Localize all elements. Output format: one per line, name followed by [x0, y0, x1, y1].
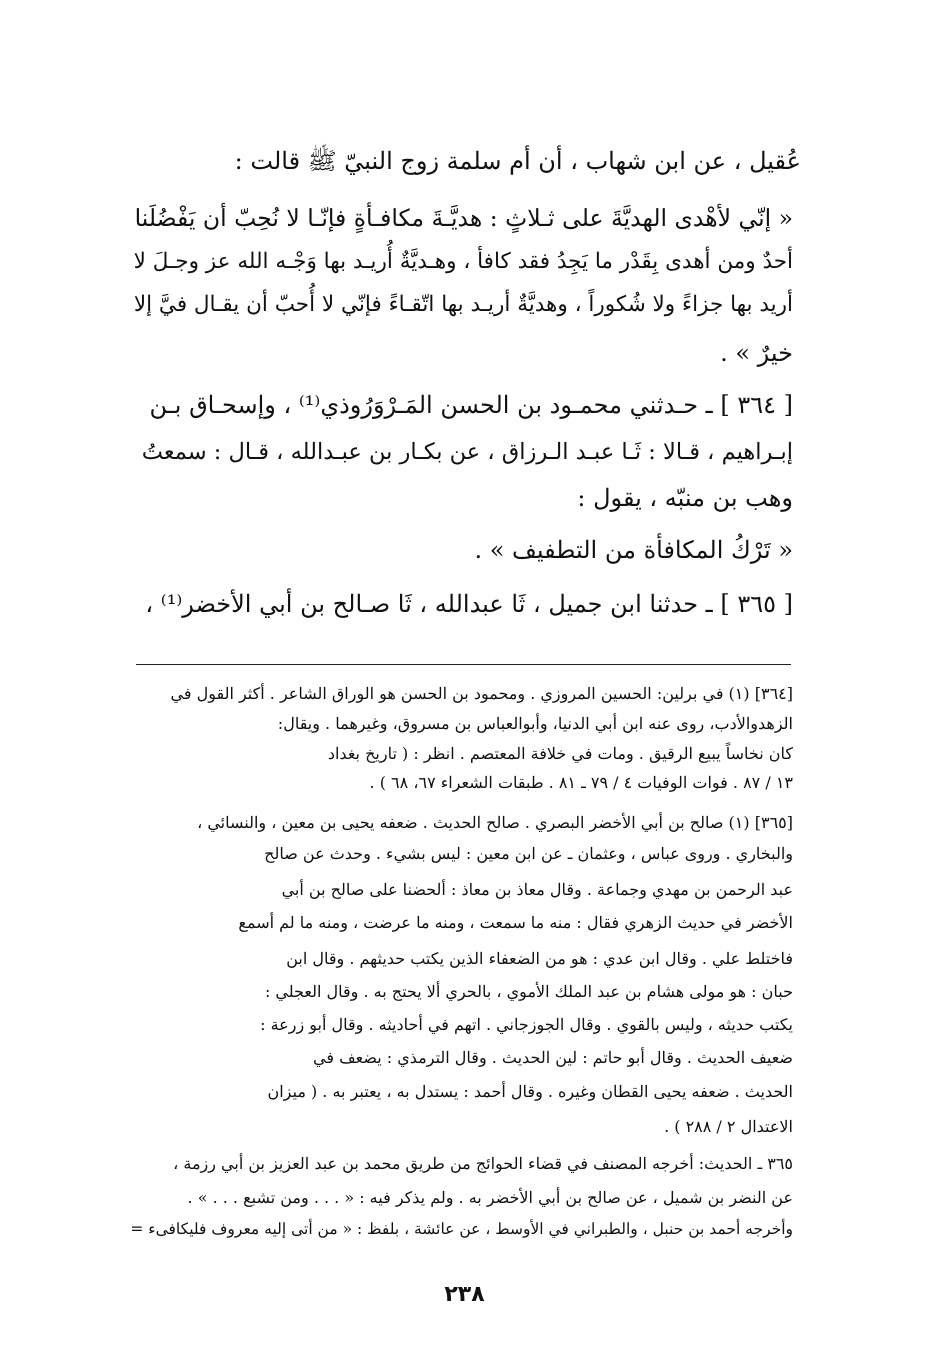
main-line: أريد بها جزاءً ولا شُكوراً ، وهديَّةٌ أريـد بها اتّقـاءً فإنّي لا أُحبّ أن يقـال فيَّ إلا	[133, 292, 793, 317]
footnote-line: والبخاري . وروى عباس ، وعثمان ـ عن ابن معين : ليس بشيء . وحدث عن صالح	[264, 844, 793, 863]
footnote-line: الأخضر في حديث الزهري فقال : منه ما سمعت ، ومنه ما عرضت ، ومنه ما لم أسمع	[238, 913, 793, 932]
page-number: ٢٣٨	[444, 1282, 485, 1307]
main-line: خيرٌ » .	[720, 339, 793, 367]
footnote-line: الزهدوالأدب، روى عنه ابن أبي الدنيا، وأبوالعباس بن مسروق، وغيرهما . ويقال:	[277, 714, 793, 733]
footnote-line: الاعتدال ٢ / ٢٨٨ ) .	[664, 1117, 793, 1136]
main-line: [ ٣٦٥ ] ـ حدثنا ابن جميل ، ثَا عبدالله ، ثَا صـالح بن أبي الأخضر⁽¹⁾ ،	[145, 590, 793, 618]
main-line: عُقيل ، عن ابن شهاب ، أن أم سلمة زوج النبيّ ﷺ قالت :	[234, 147, 801, 175]
main-line: أحدٌ ومن أهدى بِقَدْر ما يَجِدُ فقد كافأ ، وهـديَّةٌ أُريـد بها وَجْـه الله عز وجـلَ لا	[133, 249, 793, 274]
footnote-line: كان نخاساً يبيع الرقيق . ومات في خلافة المعتصم . انظر : ( تاريخ بغداد	[327, 744, 793, 763]
footnote-line: عن النضر بن شميل ، عن صالح بن أبي الأخضر به . ولم يذكر فيه : « . . . ومن تشبع . . . » .	[187, 1188, 793, 1207]
footnote-line: ضعيف الحديث . وقال أبو حاتم : لين الحديث . وقال الترمذي : يضعف في	[313, 1048, 793, 1067]
footnote-line: يكتب حديثه ، وليس بالقوي . وقال الجوزجاني . اتهم في أحاديثه . وقال أبو زرعة :	[260, 1015, 793, 1034]
main-line: وهب بن منبّه ، يقول :	[577, 484, 793, 512]
footnote-line: حبان : هو مولى هشام بن عبد الملك الأموي ، بالحري ألا يحتج به . وقال العجلي :	[264, 982, 793, 1001]
main-line: « تَرْكُ المكافأة من التطفيف » .	[474, 536, 793, 564]
footnote-separator	[136, 664, 791, 665]
footnote-line: الحديث . ضعفه يحيى القطان وغيره . وقال أحمد : يستدل به ، يعتبر به . ( ميزان	[267, 1082, 793, 1101]
footnote-line: فاختلط علي . وقال ابن عدي : هو من الضعفاء الذين يكتب حديثهم . وقال ابن	[286, 949, 793, 968]
main-line: « إنّي لأهْدى الهديَّةَ على ثـلاثٍ : هديَّـةَ مكافـأةٍ فإنّـا لا نُحِبّ أن يَفْضُلَنا	[134, 204, 793, 232]
footnote-line: وأخرجه أحمد بن حنبل ، والطبراني في الأوسط ، عن عائشة ، بلفظ : « من أتى إليه معروف فليكافىء =	[130, 1220, 793, 1238]
footnote-line: ١٣ / ٨٧ . فوات الوفيات ٤ / ٧٩ ـ ٨١ . طبقات الشعراء ٦٧، ٦٨ ) .	[369, 773, 793, 792]
main-line: إبـراهيم ، قـالا : ثَـا عبـد الـرزاق ، عن بكـار بن عبـدالله ، قـال : سمعتُ	[141, 439, 793, 465]
footnote-line: [٣٦٥] (١) صالح بن أبي الأخضر البصري . صالح الحديث . ضعفه يحيى بن معين ، والنسائي ،	[197, 813, 793, 832]
footnote-line: [٣٦٤] (١) في برلين: الحسين المروزي . ومحمود بن الحسن هو الوراق الشاعر . أكثر القول في	[170, 684, 793, 703]
footnote-line: ٣٦٥ ـ الحديث: أخرجه المصنف في قضاء الحوائج من طريق محمد بن عبد العزيز بن أبي رزمة ،	[173, 1154, 793, 1173]
footnote-line: عبد الرحمن بن مهدي وجماعة . وقال معاذ بن معاذ : ألحضنا على صالح بن أبي	[281, 880, 793, 899]
main-line: [ ٣٦٤ ] ـ حـدثني محمـود بن الحسن المَـرْوَرُوذي⁽¹⁾ ، وإسحـاق بـن	[149, 391, 793, 419]
